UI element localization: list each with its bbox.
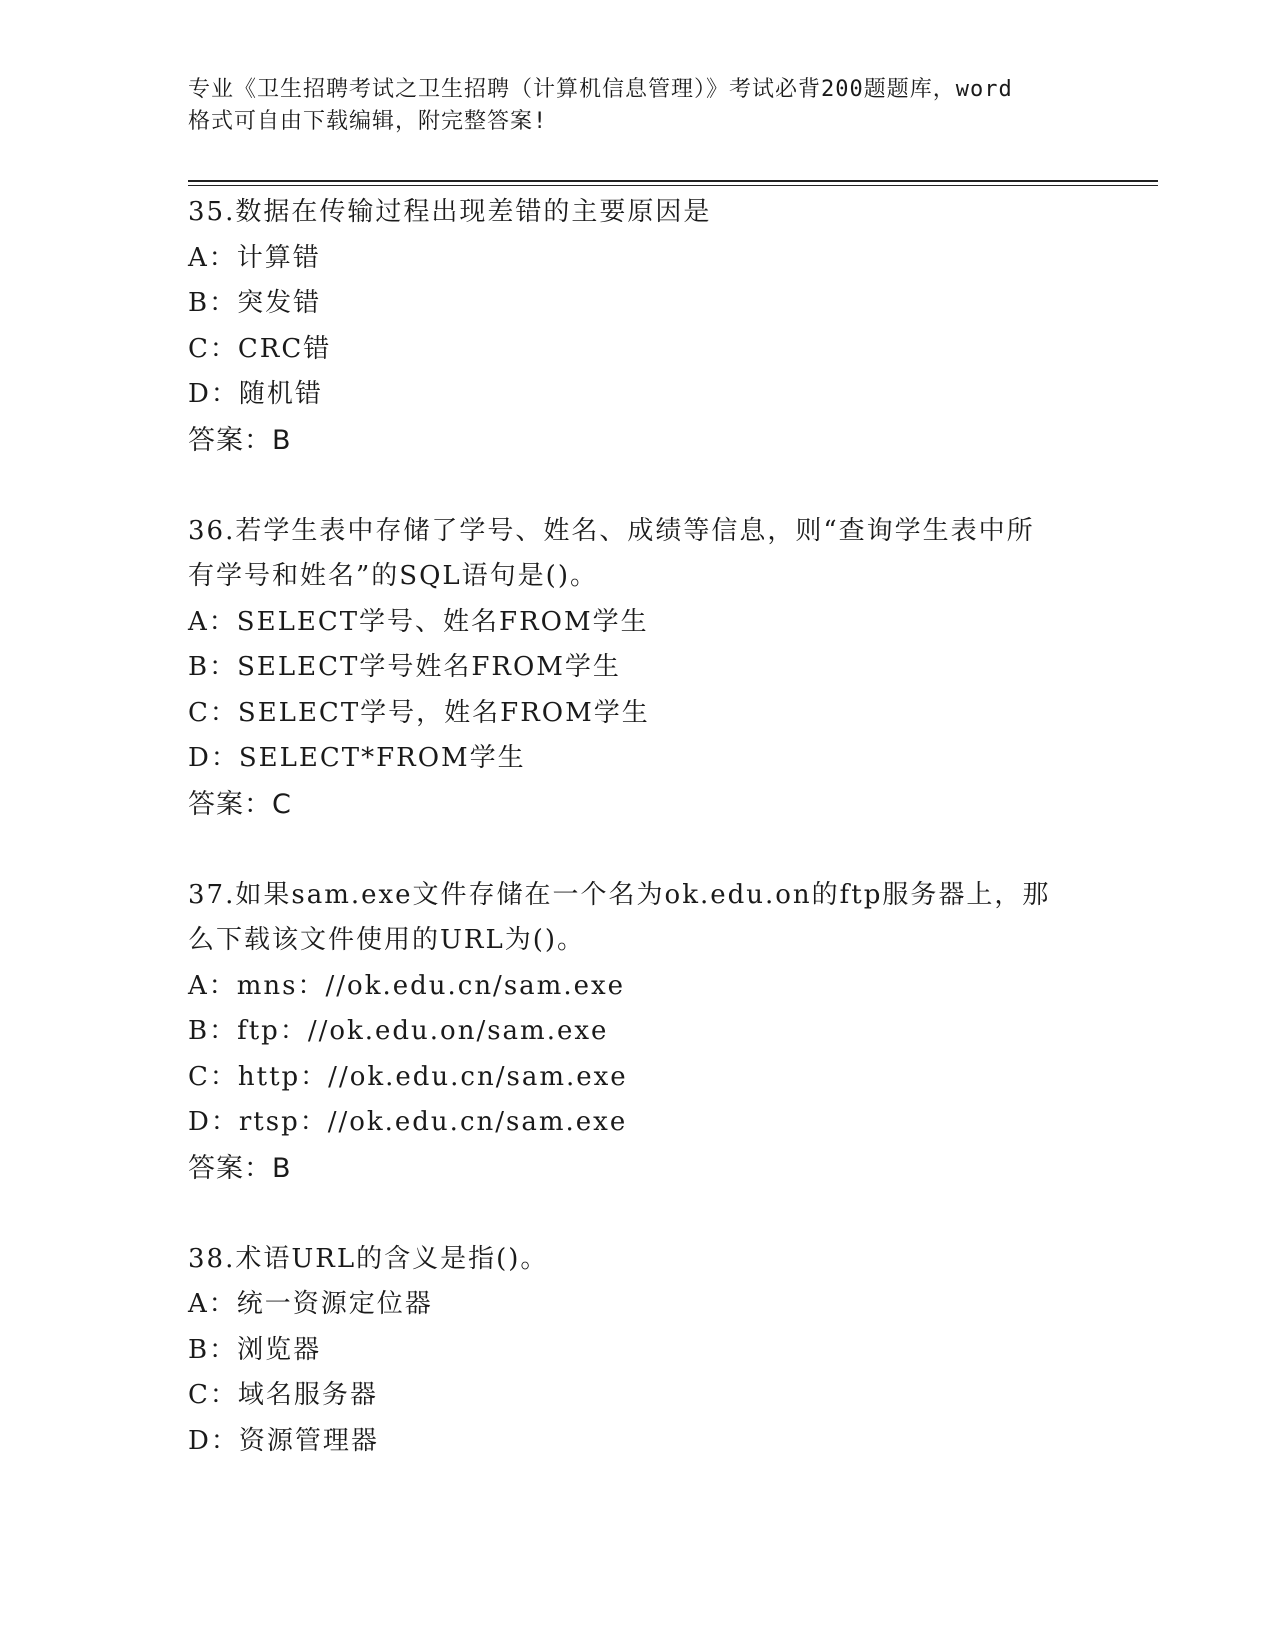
- spacer: [188, 1191, 1088, 1237]
- option-c: C：CRC错: [188, 333, 332, 364]
- option-b: B：ftp：//ok.edu.on/sam.exe: [188, 1016, 609, 1046]
- header-line-2: 格式可自由下载编辑，附完整答案!: [188, 109, 548, 134]
- option-a: A：统一资源定位器: [188, 1289, 433, 1319]
- option-b: B：SELECT学号姓名FROM学生: [188, 652, 621, 682]
- answer-line: 答案：B: [188, 1152, 292, 1184]
- option-d: D：资源管理器: [188, 1425, 379, 1456]
- question-text: 35.数据在传输过程出现差错的主要原因是: [188, 197, 712, 227]
- question-36: [188, 509, 1088, 828]
- option-b: B：浏览器: [188, 1334, 322, 1365]
- question-text-continuation: 有学号和姓名”的SQL语句是()。: [188, 561, 598, 591]
- spacer: [188, 463, 1088, 509]
- header-divider-thin: [188, 185, 1158, 186]
- question-text-continuation: 么下载该文件使用的URL为()。: [188, 925, 586, 955]
- document-header: [188, 74, 1088, 138]
- option-b: B：突发错: [188, 288, 322, 318]
- question-38: [188, 1237, 1088, 1465]
- question-text: 36.若学生表中存储了学号、姓名、成绩等信息，则“查询学生表中所: [188, 515, 1035, 546]
- option-c: C：域名服务器: [188, 1380, 378, 1410]
- header-divider-thick: [188, 180, 1158, 182]
- option-d: D：随机错: [188, 379, 323, 409]
- answer-line: 答案：C: [188, 788, 292, 820]
- option-a: A：SELECT学号、姓名FROM学生: [188, 606, 649, 637]
- option-a: A：mns：//ok.edu.cn/sam.exe: [188, 970, 626, 1001]
- question-text: 37.如果sam.exe文件存储在一个名为ok.edu.on的ftp服务器上，那: [188, 879, 1051, 910]
- question-37: [188, 873, 1088, 1192]
- question-35: [188, 190, 1088, 463]
- spacer: [188, 827, 1088, 873]
- option-c: C：http：//ok.edu.cn/sam.exe: [188, 1061, 628, 1092]
- option-c: C：SELECT学号，姓名FROM学生: [188, 697, 650, 728]
- question-list: [188, 190, 1088, 1464]
- option-d: D：rtsp：//ok.edu.cn/sam.exe: [188, 1107, 628, 1137]
- question-text: 38.术语URL的含义是指()。: [188, 1243, 549, 1274]
- option-a: A：计算错: [188, 242, 321, 273]
- option-d: D：SELECT*FROM学生: [188, 743, 526, 773]
- header-line-1: 专业《卫生招聘考试之卫生招聘（计算机信息管理）》考试必背200题题库，word: [188, 77, 1013, 102]
- answer-line: 答案：B: [188, 424, 292, 456]
